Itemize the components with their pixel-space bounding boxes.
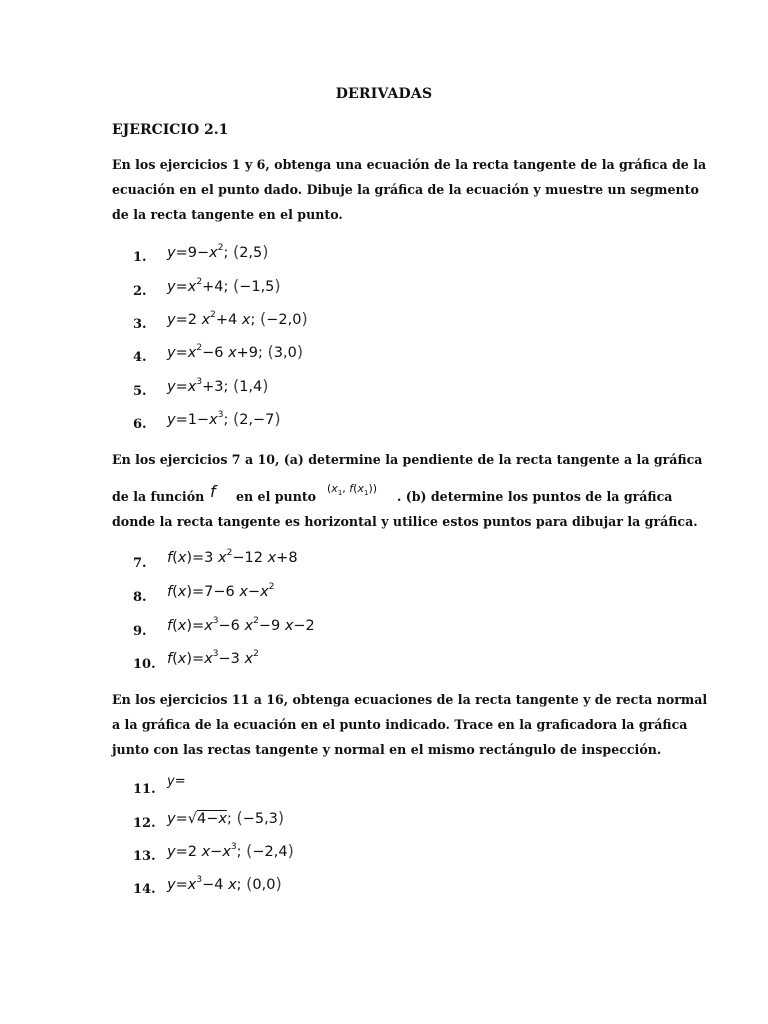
item-equation: f(x)=7−6 $x-x^2$ bbox=[167, 582, 275, 600]
item-number: 5. bbox=[133, 384, 147, 399]
exercise-item bbox=[133, 841, 733, 871]
instruction-line: En los ejercicios 11 a 16, obtenga ecuaciones de la recta tangente y de recta normal bbox=[112, 692, 708, 707]
exercise-item bbox=[133, 582, 733, 612]
item-number: 8. bbox=[133, 590, 147, 605]
instruction-line: En los ejercicios 1 y 6, obtenga una ecuación de la recta tangente de la gráfica de la bbox=[112, 157, 707, 172]
item-number: 11. bbox=[133, 782, 156, 797]
item-number: 6. bbox=[133, 417, 147, 432]
instruction-segment: . (b) determine los puntos de la gráfica bbox=[397, 489, 673, 504]
instruction-line: donde la recta tangente es horizontal y utilice estos puntos para dibujar la gráfica. bbox=[112, 514, 698, 529]
item-number: 4. bbox=[133, 350, 147, 365]
item-number: 3. bbox=[133, 317, 147, 332]
item-equation: $y=x^3+3$; (1,4) bbox=[167, 376, 269, 395]
item-equation: y= bbox=[167, 774, 186, 789]
exercise-item bbox=[133, 309, 733, 339]
page-title: DERIVADAS bbox=[335, 86, 433, 102]
section1-instructions bbox=[112, 152, 707, 227]
exercise-item bbox=[133, 808, 733, 838]
item-equation: $y=9-x^2$; (2,5) bbox=[167, 242, 269, 261]
instruction-segment: de la función bbox=[112, 489, 205, 504]
exercise-item bbox=[133, 774, 733, 804]
item-number: 1. bbox=[133, 250, 147, 265]
item-equation: $y=1-x^3$; (2,−7) bbox=[167, 409, 281, 428]
point-notation: ($x_1$, $f(x_1)$) bbox=[327, 482, 378, 498]
exercise-item bbox=[133, 276, 733, 306]
exercise-item bbox=[133, 409, 733, 439]
item-equation: $y=x^2-6$ x+9; (3,0) bbox=[167, 342, 304, 361]
item-equation: y=2 $x-x^3$; (−2,4) bbox=[167, 841, 294, 860]
instruction-line: de la recta tangente en el punto. bbox=[112, 207, 343, 222]
instruction-line: a la gráfica de la ecuación en el punto indicado. Trace en la graficadora la gráfica bbox=[112, 717, 688, 732]
exercise-heading: EJERCICIO 2.1 bbox=[112, 122, 229, 138]
item-number: 7. bbox=[133, 556, 147, 571]
section3-instructions bbox=[112, 687, 708, 762]
item-number: 13. bbox=[133, 849, 156, 864]
instruction-segment: en el punto bbox=[236, 489, 317, 504]
exercise-item bbox=[133, 649, 733, 679]
item-equation: $y=x^3-4$ x; (0,0) bbox=[167, 874, 282, 893]
item-number: 12. bbox=[133, 816, 156, 831]
exercise-item bbox=[133, 874, 733, 904]
item-equation: $f(x)=x^3-3$ $x^2$ bbox=[167, 649, 259, 667]
item-number: 14. bbox=[133, 882, 156, 897]
exercise-item bbox=[133, 616, 733, 646]
item-equation: f(x)=3 $x^2-12$ x+8 bbox=[167, 548, 298, 566]
item-equation: $y=x^2+4$; (−1,5) bbox=[167, 276, 281, 295]
instruction-line: ecuación en el punto dado. Dibuje la gráfica de la ecuación y muestre un segmento bbox=[112, 182, 699, 197]
exercise-item bbox=[133, 242, 733, 272]
exercise-item bbox=[133, 376, 733, 406]
function-symbol: f bbox=[210, 482, 216, 501]
instruction-line: junto con las rectas tangente y normal en el mismo rectángulo de inspección. bbox=[112, 742, 662, 757]
exercise-item bbox=[133, 342, 733, 372]
instruction-line: En los ejercicios 7 a 10, (a) determine la pendiente de la recta tangente a la gráfica bbox=[112, 452, 703, 467]
item-equation: $f(x)=x^3-6$ $x^2-9$ x−2 bbox=[167, 616, 315, 634]
item-number: 9. bbox=[133, 624, 147, 639]
item-number: 10. bbox=[133, 657, 156, 672]
item-number: 2. bbox=[133, 284, 147, 299]
item-equation: y=2 $x^2+4$ x; (−2,0) bbox=[167, 309, 308, 328]
exercise-item bbox=[133, 548, 733, 578]
item-equation: y=√4−x; (−5,3) bbox=[167, 808, 285, 827]
